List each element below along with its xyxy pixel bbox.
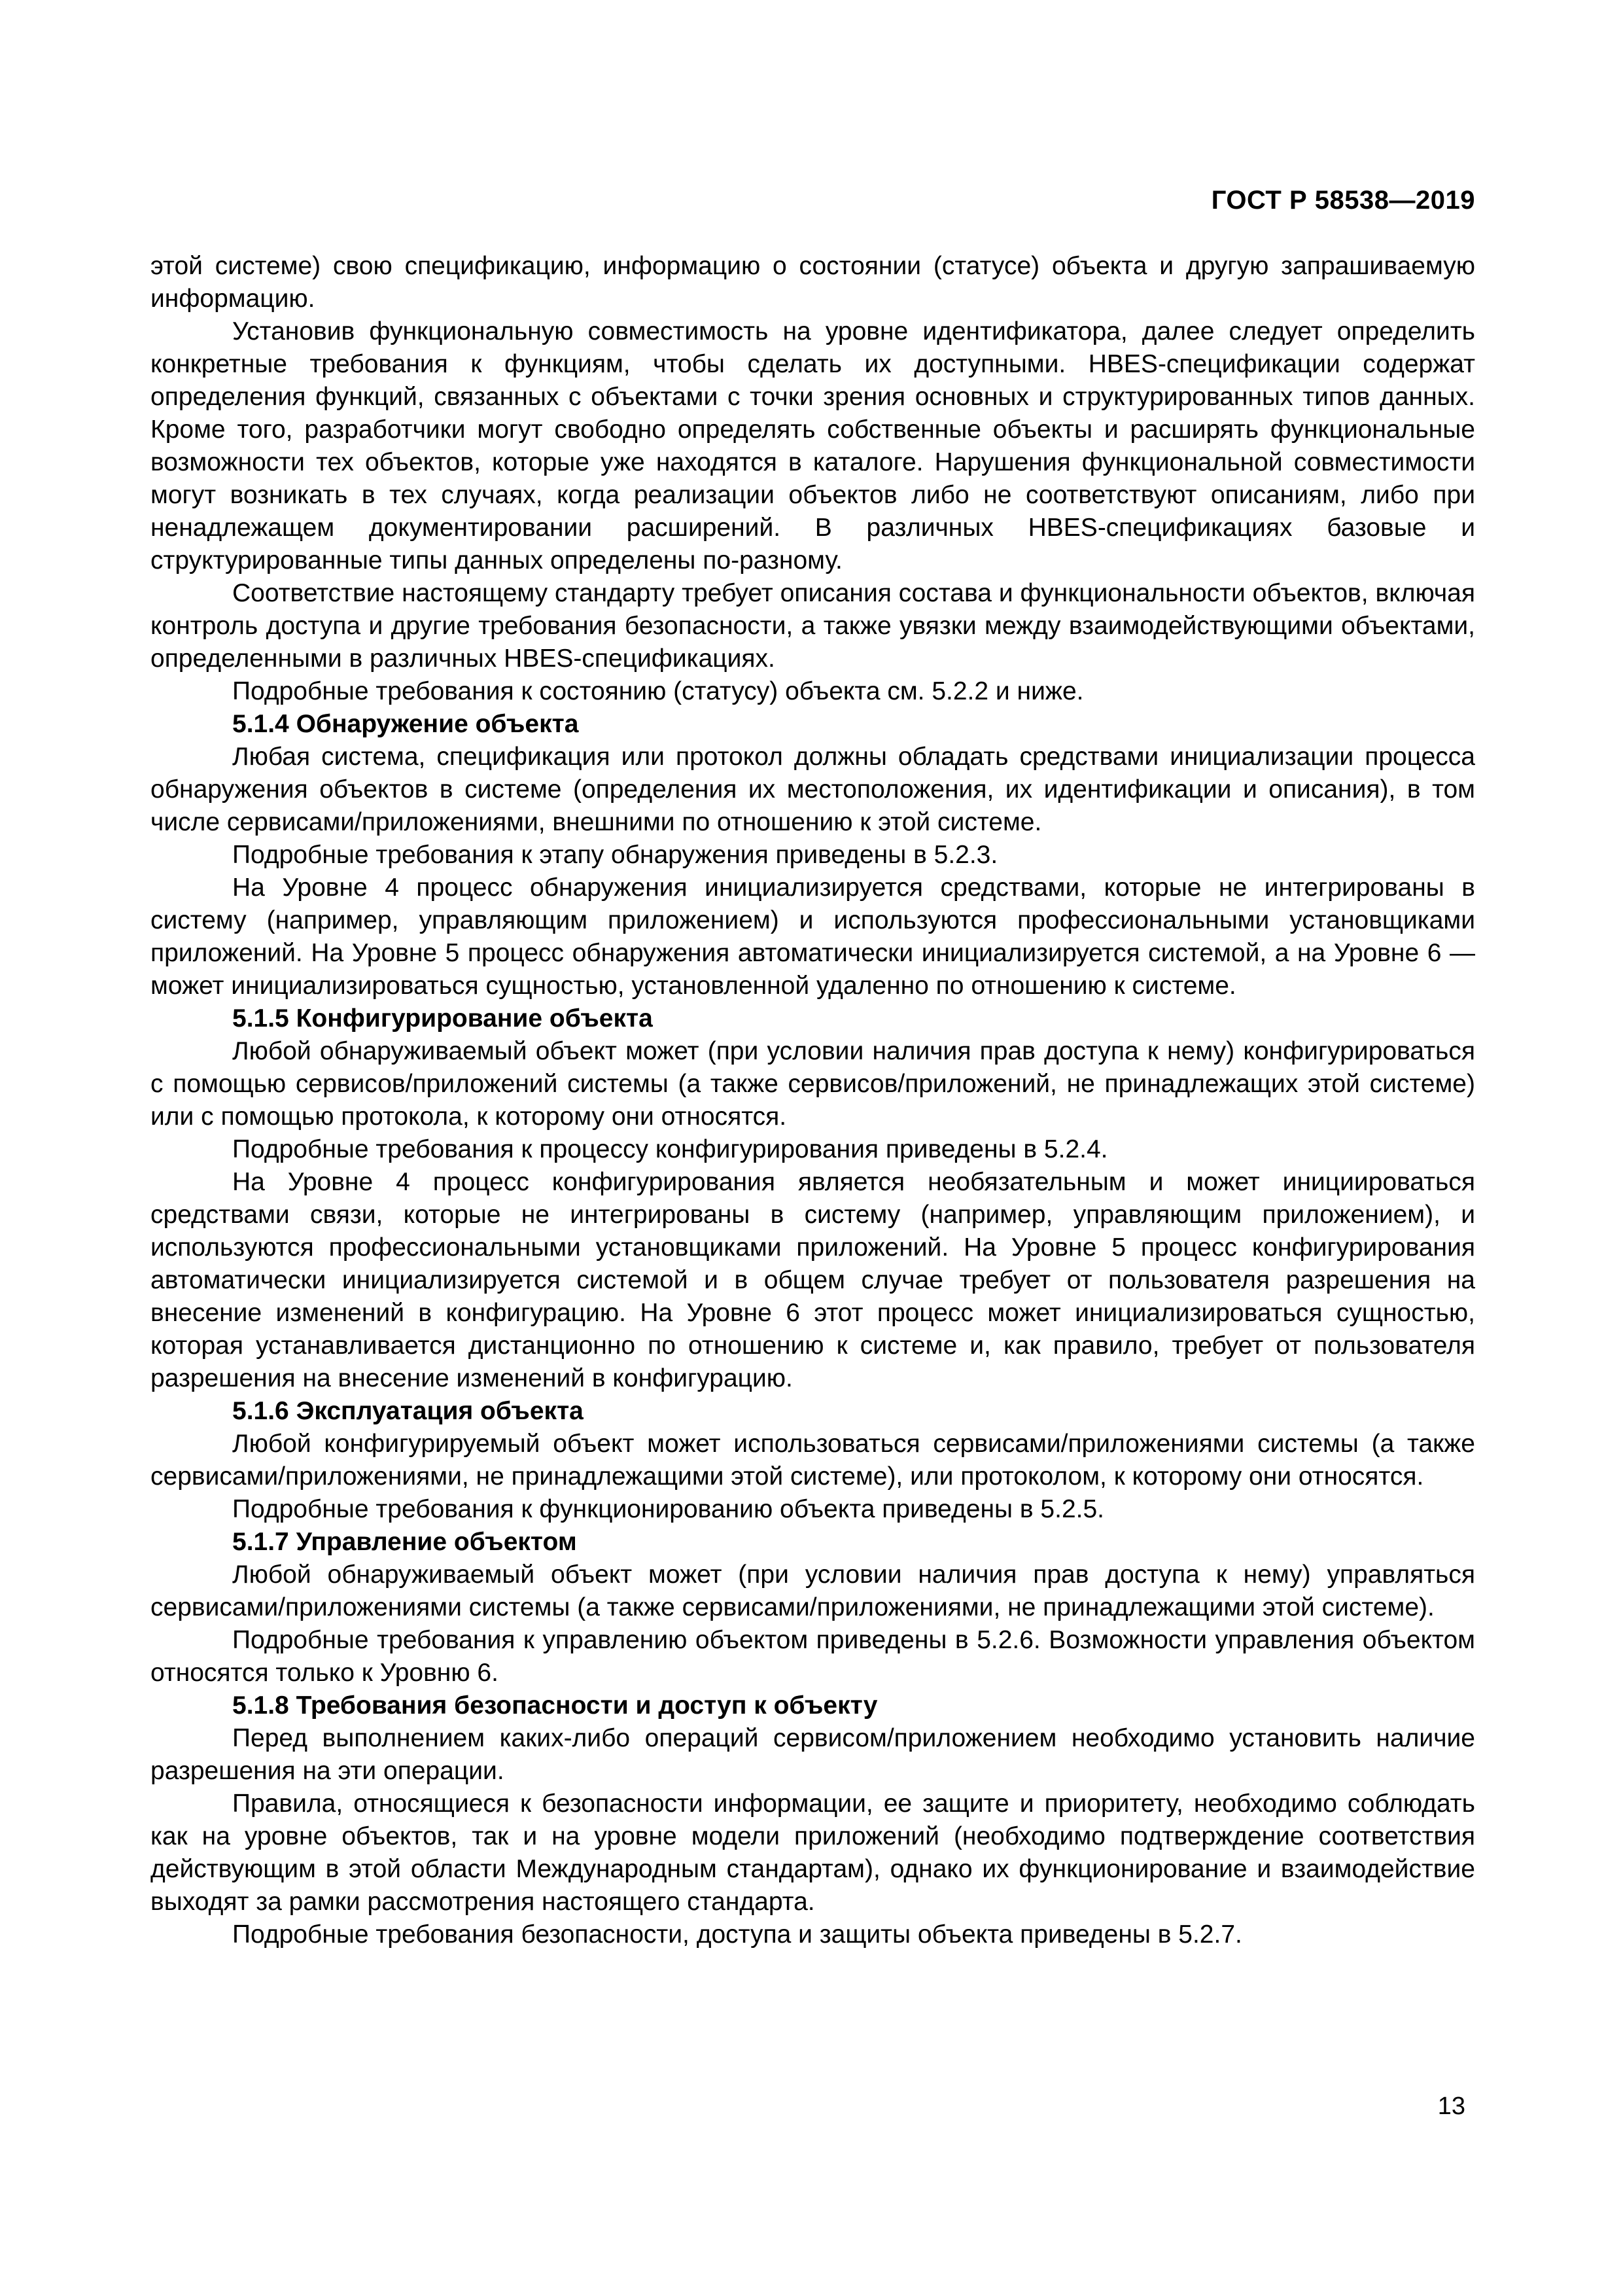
document-code-header: ГОСТ Р 58538—2019 xyxy=(1211,186,1475,215)
paragraph: Любой обнаруживаемый объект может (при условии наличия прав доступа к нему) конфигурироваться с помощью сервисов/приложений системы (а также сервисов/приложений, не принадлежащих этой системе) или с помощью протокола, к которому они относятся. xyxy=(150,1037,1475,1131)
paragraph: Установив функциональную совместимость на уровне идентификатора, далее следует определить конкретные требования к функциям, чтобы сделать их доступными. HBES-спецификации содержат определения функций, связанных с объектами с точки зрения основных и структурированных типов данных. Кроме того, разработчики могут свободно определять собственные объекты и расширять функциональные возможности тех объектов, которые уже находятся в каталоге. Нарушения функциональной совместимости могут возникать в тех случаях, когда реализации объектов либо не соответствуют описаниям, либо при ненадлежащем документировании расширений. В различных HBES-спецификациях базовые и структурированные типы данных определены по-разному. xyxy=(150,317,1475,574)
paragraph: Правила, относящиеся к безопасности информации, ее защите и приоритету, необходимо соблюдать как на уровне объектов, так и на уровне модели приложений (необходимо подтверждение соответствия действующим в этой области Международным стандартам), однако их функционирование и взаимодействие выходят за рамки рассмотрения настоящего стандарта. xyxy=(150,1790,1475,1916)
page-number: 13 xyxy=(1437,2093,1465,2120)
paragraph: На Уровне 4 процесс конфигурирования является необязательным и может инициироваться средствами связи, которые не интегрированы в систему (например, управляющим приложением), и используются профессиональными установщиками приложений. На Уровне 5 процесс конфигурирования автоматически инициализируется системой и в общем случае требует от пользователя разрешения на внесение изменений в конфигурацию. На Уровне 6 этот процесс может инициализироваться сущностью, которая устанавливается дистанционно по отношению к системе и, как правило, требует от пользователя разрешения на внесение изменений в конфигурацию. xyxy=(150,1168,1475,1392)
paragraph: Любой обнаруживаемый объект может (при условии наличия прав доступа к нему) управляться сервисами/приложениями системы (а также сервисами/приложениями, не принадлежащими этой системе). xyxy=(150,1561,1475,1621)
section-heading: 5.1.8 Требования безопасности и доступ к объекту xyxy=(232,1691,878,1720)
paragraph: Подробные требования к управлению объектом приведены в 5.2.6. Возможности управления объектом относятся только к Уровню 6. xyxy=(150,1626,1475,1687)
paragraph: На Уровне 4 процесс обнаружения инициализируется средствами, которые не интегрированы в систему (например, управляющим приложением) и используются профессиональными установщиками приложений. На Уровне 5 процесс обнаружения автоматически инициализируется системой, а на Уровне 6 — может инициализироваться сущностью, установленной удаленно по отношению к системе. xyxy=(150,874,1475,1000)
paragraph: Соответствие настоящему стандарту требует описания состава и функциональности объектов, включая контроль доступа и другие требования безопасности, а также увязки между взаимодействующими объектами, определенными в различных HBES-спецификациях. xyxy=(150,579,1475,673)
paragraph: Любой конфигурируемый объект может использоваться сервисами/приложениями системы (а также сервисами/приложениями, не принадлежащими этой системе), или протоколом, к которому они относятся. xyxy=(150,1430,1475,1491)
paragraph: Подробные требования к этапу обнаружения приведены в 5.2.3. xyxy=(232,841,998,869)
paragraph: Подробные требования к функционированию объекта приведены в 5.2.5. xyxy=(232,1495,1104,1523)
paragraph: Подробные требования к процессу конфигурирования приведены в 5.2.4. xyxy=(232,1135,1108,1163)
paragraph: Подробные требования к состоянию (статусу) объекта см. 5.2.2 и ниже. xyxy=(232,677,1084,705)
section-heading: 5.1.5 Конфигурирование объекта xyxy=(232,1004,653,1033)
paragraph: Перед выполнением каких-либо операций сервисом/приложением необходимо установить наличие разрешения на эти операции. xyxy=(150,1724,1475,1785)
paragraph: Подробные требования безопасности, доступа и защиты объекта приведены в 5.2.7. xyxy=(232,1920,1242,1949)
section-heading: 5.1.6 Эксплуатация объекта xyxy=(232,1397,584,1425)
document-body xyxy=(150,250,1475,1951)
section-heading: 5.1.7 Управление объектом xyxy=(232,1528,577,1556)
paragraph: этой системе) свою спецификацию, информацию о состоянии (статусе) объекта и другую запрашиваемую информацию. xyxy=(150,252,1475,313)
section-heading: 5.1.4 Обнаружение объекта xyxy=(232,710,579,738)
paragraph: Любая система, спецификация или протокол должны обладать средствами инициализации процесса обнаружения объектов в системе (определения их местоположения, их идентификации и описания), в том числе сервисами/приложениями, внешними по отношению к этой системе. xyxy=(150,743,1475,836)
